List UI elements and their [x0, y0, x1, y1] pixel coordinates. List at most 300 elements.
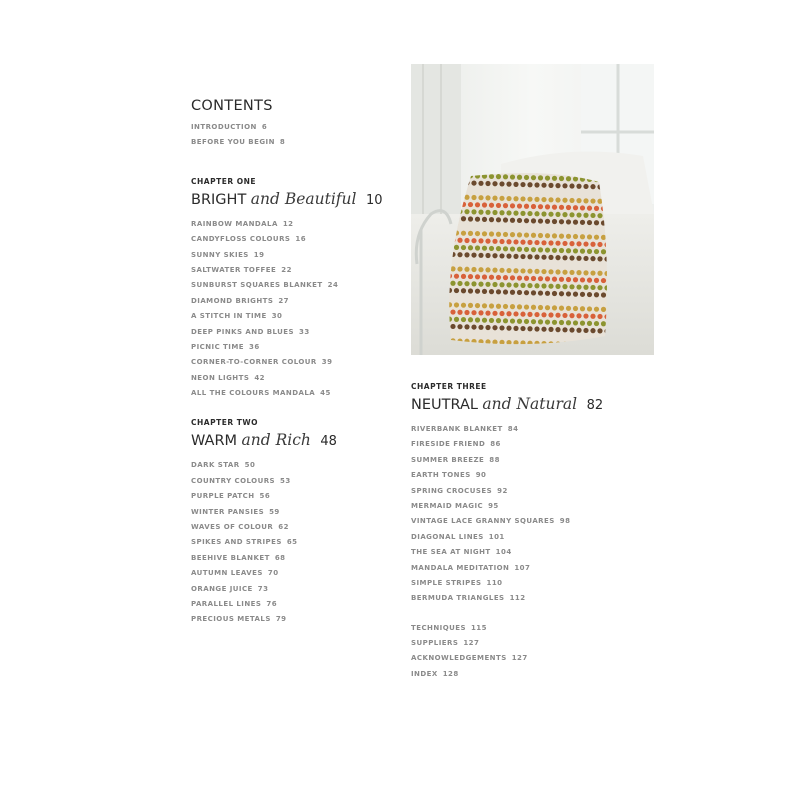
cushion-stitch	[475, 260, 480, 265]
cushion-stitch	[496, 188, 501, 193]
toc-entry[interactable]	[191, 582, 391, 597]
cushion-stitch	[461, 303, 466, 308]
toc-entry-label: RAINBOW MANDALA	[191, 219, 278, 228]
chapter-three-list	[411, 422, 641, 607]
toc-entry-page: 33	[299, 327, 310, 336]
chapter-one-title-script: and Beautiful	[250, 189, 357, 208]
toc-entry[interactable]	[191, 597, 391, 612]
cushion-stitch	[576, 313, 581, 318]
cushion-stitch	[573, 248, 578, 253]
cushion-stitch	[503, 261, 508, 266]
chapter-two-label: CHAPTER TWO	[191, 418, 258, 428]
cushion-stitch	[569, 212, 574, 217]
toc-entry-label: SUNBURST SQUARES BLANKET	[191, 281, 323, 290]
cushion-stitch	[590, 198, 595, 203]
cushion-stitch	[538, 319, 543, 324]
cushion-stitch	[475, 303, 480, 308]
cushion-stitch	[454, 331, 459, 336]
cushion-stitch	[524, 247, 529, 252]
toc-right-column	[411, 382, 641, 682]
toc-entry-label: INTRODUCTION	[191, 123, 257, 131]
cushion-stitch	[471, 224, 476, 229]
cushion-stitch	[594, 292, 599, 297]
toc-entry-label: CANDYFLOSS COLOURS	[191, 235, 291, 244]
cushion-stitch	[520, 196, 525, 201]
cushion-stitch	[482, 274, 487, 279]
cushion-stitch	[566, 263, 571, 268]
cushion-stitch	[492, 224, 497, 229]
toc-entry[interactable]	[191, 551, 391, 566]
toc-entry[interactable]	[411, 514, 641, 529]
cushion-stitch	[573, 263, 578, 268]
cushion-stitch	[499, 210, 504, 215]
cushion-stitch	[478, 224, 483, 229]
cushion-stitch	[468, 188, 473, 193]
toc-entry-label: TECHNIQUES	[411, 623, 466, 632]
cushion-stitch	[552, 176, 557, 181]
cushion-stitch	[583, 285, 588, 290]
toc-entry[interactable]	[411, 576, 641, 591]
cushion-stitch	[485, 210, 490, 215]
cushion-stitch	[531, 276, 536, 281]
crochet-cushion-photo	[411, 64, 654, 355]
cushion-stitch	[573, 320, 578, 325]
cushion-stitch	[524, 333, 529, 338]
toc-entry-label: BEFORE YOU BEGIN	[191, 138, 275, 147]
cushion-stitch	[492, 325, 497, 330]
toc-entry[interactable]	[411, 621, 641, 636]
cushion-stitch	[510, 261, 515, 266]
cushion-stitch	[552, 291, 557, 296]
cushion-stitch	[597, 256, 602, 261]
cushion-stitch	[566, 306, 571, 311]
toc-entry-page: 36	[249, 342, 260, 351]
cushion-stitch	[482, 246, 487, 251]
cushion-stitch	[489, 275, 494, 280]
cushion-stitch	[499, 282, 504, 287]
toc-entry[interactable]	[191, 520, 391, 535]
cushion-stitch	[548, 183, 553, 188]
cushion-stitch	[590, 256, 595, 261]
toc-entry-label: THE SEA AT NIGHT	[411, 548, 491, 557]
toc-entry-page: 62	[278, 523, 289, 532]
toc-entry-page: 128	[442, 669, 459, 678]
cushion-stitch	[468, 317, 473, 322]
cushion-stitch	[492, 296, 497, 301]
cushion-stitch	[492, 210, 497, 215]
cushion-stitch	[583, 299, 588, 304]
cushion-stitch	[587, 321, 592, 326]
cushion-stitch	[510, 232, 515, 237]
toc-entry-page: 8	[279, 138, 286, 147]
cushion-stitch	[531, 233, 536, 238]
cushion-stitch	[562, 212, 567, 217]
cushion-stitch	[520, 312, 525, 317]
toc-entry[interactable]	[191, 217, 391, 232]
cushion-stitch	[478, 181, 483, 186]
cushion-stitch	[548, 240, 553, 245]
cushion-stitch	[587, 206, 592, 211]
cushion-stitch	[524, 304, 529, 309]
cushion-stitch	[548, 327, 553, 332]
cushion-stitch	[538, 204, 543, 209]
cushion-stitch	[503, 174, 508, 179]
toc-entry[interactable]	[411, 561, 641, 576]
cushion-stitch	[555, 197, 560, 202]
cushion-stitch	[468, 231, 473, 236]
cushion-stitch	[562, 298, 567, 303]
cushion-stitch	[475, 231, 480, 236]
cushion-stitch	[478, 238, 483, 243]
cushion-stitch	[482, 303, 487, 308]
toc-entry[interactable]	[411, 651, 641, 666]
toc-entry-page: 73	[257, 584, 269, 593]
cushion-stitch	[503, 189, 508, 194]
cushion-stitch	[559, 334, 564, 339]
chapter-three-title-script: and Natural	[482, 395, 578, 413]
cushion-stitch	[573, 220, 578, 225]
cushion-stitch	[499, 325, 504, 330]
cushion-stitch	[541, 327, 546, 332]
cushion-stitch	[482, 202, 487, 207]
toc-entry-page: 79	[275, 615, 287, 624]
toc-entry-page: 84	[507, 425, 519, 433]
cushion-stitch	[471, 281, 476, 286]
chapter-two-title-script: and Rich	[241, 431, 311, 450]
chapter-three-title[interactable]	[411, 392, 641, 416]
cushion-stitch	[471, 209, 476, 214]
cushion-stitch	[538, 175, 543, 180]
cushion-stitch	[527, 312, 532, 317]
toc-entry[interactable]	[191, 371, 391, 386]
cushion-stitch	[503, 217, 508, 222]
toc-entry[interactable]	[411, 636, 641, 651]
toc-entry[interactable]	[191, 325, 391, 340]
chapter-one-section	[191, 177, 391, 402]
cushion-stitch	[580, 220, 585, 225]
cushion-stitch	[583, 256, 588, 261]
toc-entry[interactable]	[191, 340, 391, 355]
cushion-stitch	[517, 175, 522, 180]
cushion-stitch	[580, 292, 585, 297]
cushion-stitch	[569, 227, 574, 232]
toc-entry-page: 86	[490, 440, 501, 449]
toc-entry-label: DEEP PINKS AND BLUES	[191, 327, 295, 336]
cushion-stitch	[583, 198, 588, 203]
toc-entry[interactable]	[411, 591, 641, 606]
toc-entry-page: 39	[321, 358, 333, 367]
cushion-stitch	[464, 252, 469, 257]
toc-entry-label: SALTWATER TOFFEE	[191, 265, 277, 274]
toc-entry-page: 110	[486, 578, 503, 587]
cushion-stitch	[468, 216, 473, 221]
cushion-stitch	[548, 284, 553, 289]
toc-entry-page: 6	[261, 123, 268, 131]
toc-entry[interactable]	[191, 309, 391, 324]
cushion-stitch	[499, 268, 504, 273]
cushion-stitch	[562, 327, 567, 332]
cushion-stitch	[597, 213, 602, 218]
cushion-stitch	[590, 285, 595, 290]
cushion-stitch	[513, 196, 518, 201]
cushion-stitch	[583, 328, 588, 333]
cushion-stitch	[555, 241, 560, 246]
toc-entry-page: 92	[497, 486, 508, 495]
cushion-stitch	[468, 245, 473, 250]
cushion-stitch	[496, 203, 501, 208]
cushion-stitch	[590, 328, 595, 333]
cushion-stitch	[496, 332, 501, 337]
toc-entry-label: SUMMER BREEZE	[411, 455, 485, 464]
cushion-stitch	[461, 231, 466, 236]
cushion-stitch	[576, 198, 581, 203]
cushion-stitch	[590, 270, 595, 275]
cushion-stitch	[559, 262, 564, 267]
cushion-stitch	[573, 205, 578, 210]
cushion-stitch	[482, 289, 487, 294]
toc-entry[interactable]	[411, 422, 641, 437]
chapter-one-title[interactable]	[191, 187, 391, 211]
chapter-two-section	[191, 418, 391, 627]
cushion-stitch	[468, 202, 473, 207]
cushion-stitch	[545, 305, 550, 310]
cushion-stitch	[513, 326, 518, 331]
cushion-stitch	[506, 225, 511, 230]
cushion-stitch	[471, 267, 476, 272]
toc-entry[interactable]	[411, 499, 641, 514]
cushion-stitch	[520, 326, 525, 331]
cushion-stitch	[468, 288, 473, 293]
cushion-stitch	[559, 205, 564, 210]
cushion-stitch	[485, 311, 490, 316]
cushion-stitch	[562, 241, 567, 246]
cushion-stitch	[531, 290, 536, 295]
toc-entry-label: SPIKES AND STRIPES	[191, 538, 282, 547]
cushion-stitch	[485, 224, 490, 229]
cushion-stitch	[489, 246, 494, 251]
cushion-stitch	[524, 218, 529, 223]
cushion-stitch	[489, 260, 494, 265]
toc-entry[interactable]	[411, 667, 641, 682]
toc-entry[interactable]	[191, 135, 391, 150]
cushion-stitch	[569, 241, 574, 246]
toc-entry-label: CORNER-TO-CORNER COLOUR	[191, 358, 317, 367]
cushion-stitch	[555, 212, 560, 217]
cushion-stitch	[464, 281, 469, 286]
toc-entry-page: 115	[470, 623, 487, 632]
toc-entry[interactable]	[191, 566, 391, 581]
toc-entry-label: A STITCH IN TIME	[191, 312, 267, 321]
toc-entry[interactable]	[191, 474, 391, 489]
cushion-stitch	[548, 298, 553, 303]
cushion-stitch	[545, 175, 550, 180]
cushion-stitch	[594, 278, 599, 283]
cushion-stitch	[541, 183, 546, 188]
toc-entry-page: 59	[269, 507, 280, 516]
cushion-stitch	[552, 248, 557, 253]
cushion-stitch	[482, 188, 487, 193]
cushion-stitch	[503, 289, 508, 294]
chapter-one-title-main: BRIGHT	[191, 191, 247, 208]
cushion-stitch	[531, 247, 536, 252]
toc-entry[interactable]	[191, 505, 391, 520]
cushion-stitch	[531, 175, 536, 180]
toc-entry-label: ALL THE COLOURS MANDALA	[191, 389, 316, 398]
cushion-stitch	[594, 191, 599, 196]
cushion-stitch	[580, 191, 585, 196]
cushion-stitch	[601, 321, 606, 326]
cushion-stitch	[552, 277, 557, 282]
toc-entry[interactable]	[191, 232, 391, 247]
cushion-stitch	[524, 261, 529, 266]
cushion-stitch	[485, 195, 490, 200]
cushion-stitch	[510, 318, 515, 323]
cushion-stitch	[601, 292, 606, 297]
cushion-stitch	[531, 204, 536, 209]
front-matter-list	[191, 120, 391, 151]
toc-entry[interactable]	[191, 386, 391, 401]
toc-entry[interactable]	[191, 489, 391, 504]
cushion-stitch	[545, 291, 550, 296]
cushion-stitch	[555, 255, 560, 260]
cushion-stitch	[520, 225, 525, 230]
cushion-stitch	[552, 219, 557, 224]
cushion-stitch	[541, 255, 546, 260]
cushion-stitch	[478, 210, 483, 215]
cushion-stitch	[583, 270, 588, 275]
cushion-stitch	[478, 296, 483, 301]
toc-entry[interactable]	[191, 612, 391, 627]
toc-entry-page: 27	[278, 296, 290, 305]
cushion-stitch	[517, 333, 522, 338]
cushion-stitch	[587, 306, 592, 311]
cushion-stitch	[475, 332, 480, 337]
cushion-stitch	[506, 210, 511, 215]
cushion-stitch	[573, 292, 578, 297]
toc-entry[interactable]	[191, 278, 391, 293]
cushion-stitch	[583, 184, 588, 189]
cushion-stitch	[590, 314, 595, 319]
cushion-stitch	[552, 305, 557, 310]
cushion-stitch	[576, 241, 581, 246]
cushion-stitch	[489, 203, 494, 208]
toc-entry[interactable]	[411, 484, 641, 499]
cushion-stitch	[485, 239, 490, 244]
cushion-stitch	[485, 296, 490, 301]
cushion-stitch	[457, 238, 462, 243]
cushion-stitch	[482, 332, 487, 337]
toc-entry[interactable]	[411, 468, 641, 483]
cushion-stitch	[562, 270, 567, 275]
cushion-stitch	[566, 277, 571, 282]
cushion-stitch	[545, 233, 550, 238]
toc-entry-page: 88	[489, 455, 500, 464]
toc-entry-page: 127	[463, 639, 480, 648]
toc-entry[interactable]	[191, 248, 391, 263]
toc-entry-label: WAVES OF COLOUR	[191, 523, 274, 532]
toc-entry[interactable]	[411, 453, 641, 468]
cushion-stitch	[559, 320, 564, 325]
cushion-stitch	[576, 299, 581, 304]
cushion-stitch	[517, 203, 522, 208]
cushion-stitch	[576, 212, 581, 217]
toc-entry-page: 50	[244, 461, 256, 470]
cushion-stitch	[468, 332, 473, 337]
chapter-two-title-main: WARM	[191, 433, 238, 450]
toc-entry-label: PICNIC TIME	[191, 342, 244, 351]
cushion-stitch	[576, 227, 581, 232]
toc-entry-page: 98	[559, 517, 571, 526]
cushion-stitch	[492, 239, 497, 244]
toc-entry[interactable]	[191, 263, 391, 278]
cushion-stitch	[601, 307, 606, 312]
toc-entry-label: ORANGE JUICE	[191, 584, 253, 593]
cushion-stitch	[527, 297, 532, 302]
cushion-stitch	[566, 176, 571, 181]
toc-entry[interactable]	[191, 120, 391, 135]
cushion-stitch	[475, 202, 480, 207]
toc-entry[interactable]	[411, 437, 641, 452]
cushion-stitch	[573, 234, 578, 239]
toc-entry[interactable]	[411, 530, 641, 545]
toc-entry[interactable]	[191, 294, 391, 309]
cushion-stitch	[464, 295, 469, 300]
cushion-stitch	[597, 285, 602, 290]
cushion-stitch	[594, 307, 599, 312]
cushion-stitch	[601, 264, 606, 269]
cushion-stitch	[573, 176, 578, 181]
chapter-three-label: CHAPTER THREE	[411, 382, 487, 391]
cushion-stitch	[545, 204, 550, 209]
toc-left-column	[191, 96, 391, 628]
cushion-stitch	[482, 217, 487, 222]
cushion-stitch	[450, 295, 455, 300]
cushion-stitch	[489, 188, 494, 193]
toc-entry-label: VINTAGE LACE GRANNY SQUARES	[411, 517, 555, 526]
cushion-stitch	[534, 240, 539, 245]
toc-entry[interactable]	[411, 545, 641, 560]
cushion-stitch	[548, 212, 553, 217]
cushion-stitch	[538, 190, 543, 195]
cushion-stitch	[552, 262, 557, 267]
cushion-stitch	[580, 205, 585, 210]
toc-entry-label: COUNTRY COLOURS	[191, 476, 276, 485]
toc-entry-page: 127	[511, 654, 528, 663]
chapter-two-title[interactable]	[191, 428, 391, 452]
cushion-stitch	[566, 248, 571, 253]
cushion-stitch	[457, 324, 462, 329]
toc-entry-page: 70	[267, 569, 279, 578]
cushion-stitch	[496, 246, 501, 251]
cushion-stitch	[527, 240, 532, 245]
toc-entry-page: 19	[253, 250, 265, 259]
toc-entry[interactable]	[191, 458, 391, 473]
cushion-stitch	[538, 290, 543, 295]
cushion-stitch	[580, 306, 585, 311]
cushion-stitch	[531, 261, 536, 266]
cushion-stitch	[548, 197, 553, 202]
toc-entry[interactable]	[191, 535, 391, 550]
toc-entry[interactable]	[191, 355, 391, 370]
cushion-stitch	[506, 239, 511, 244]
cushion-stitch	[552, 190, 557, 195]
cushion-stitch	[555, 269, 560, 274]
cushion-stitch	[496, 174, 501, 179]
cushion-stitch	[503, 232, 508, 237]
cushion-stitch	[485, 325, 490, 330]
toc-entry-label: FIRESIDE FRIEND	[411, 440, 486, 449]
cushion-stitch	[496, 275, 501, 280]
